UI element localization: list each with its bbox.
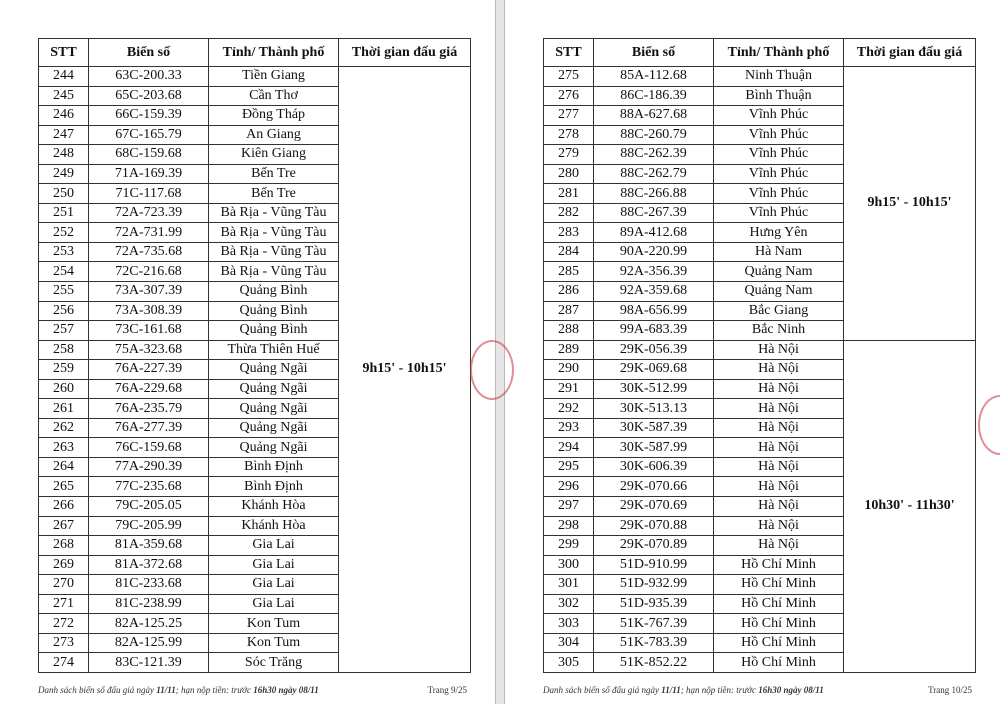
cell-plate: 29K-070.89	[594, 536, 714, 556]
cell-stt: 294	[544, 438, 594, 458]
cell-plate: 85A-112.68	[594, 67, 714, 87]
table-row	[544, 67, 976, 87]
cell-stt: 267	[39, 516, 89, 536]
cell-plate: 66C-159.39	[89, 106, 209, 126]
cell-province: Quảng Ngãi	[209, 438, 339, 458]
cell-stt: 264	[39, 457, 89, 477]
cell-province: Bình Định	[209, 477, 339, 497]
cell-plate: 76A-227.39	[89, 360, 209, 380]
cell-stt: 296	[544, 477, 594, 497]
cell-stt: 289	[544, 340, 594, 360]
cell-stt: 303	[544, 614, 594, 634]
header-stt: STT	[544, 39, 594, 67]
cell-plate: 51K-783.39	[594, 633, 714, 653]
cell-stt: 280	[544, 164, 594, 184]
cell-province: Quảng Ngãi	[209, 399, 339, 419]
table-row	[39, 67, 471, 87]
cell-province: Hà Nam	[714, 242, 844, 262]
cell-stt: 266	[39, 497, 89, 517]
cell-stt: 301	[544, 575, 594, 595]
cell-plate: 90A-220.99	[594, 242, 714, 262]
cell-province: Thừa Thiên Huế	[209, 340, 339, 360]
cell-stt: 281	[544, 184, 594, 204]
cell-stt: 263	[39, 438, 89, 458]
cell-stt: 268	[39, 536, 89, 556]
header-time: Thời gian đấu giá	[844, 39, 976, 67]
cell-stt: 245	[39, 86, 89, 106]
cell-stt: 273	[39, 633, 89, 653]
cell-province: Bắc Ninh	[714, 321, 844, 341]
cell-plate: 67C-165.79	[89, 125, 209, 145]
cell-province: Gia Lai	[209, 555, 339, 575]
cell-province: Quảng Bình	[209, 321, 339, 341]
cell-plate: 30K-513.13	[594, 399, 714, 419]
cell-province: Bà Rịa - Vũng Tàu	[209, 203, 339, 223]
cell-province: Quảng Ngãi	[209, 360, 339, 380]
cell-plate: 81C-238.99	[89, 594, 209, 614]
cell-stt: 293	[544, 418, 594, 438]
cell-province: Hưng Yên	[714, 223, 844, 243]
cell-province: Hồ Chí Minh	[714, 555, 844, 575]
document-page-left	[0, 0, 495, 704]
cell-stt: 261	[39, 399, 89, 419]
cell-plate: 68C-159.68	[89, 145, 209, 165]
table-body	[544, 67, 976, 673]
cell-stt: 283	[544, 223, 594, 243]
cell-plate: 76A-229.68	[89, 379, 209, 399]
cell-stt: 274	[39, 653, 89, 673]
cell-province: Hà Nội	[714, 516, 844, 536]
cell-plate: 29K-070.66	[594, 477, 714, 497]
cell-plate: 72A-735.68	[89, 242, 209, 262]
cell-province: Quảng Ngãi	[209, 418, 339, 438]
cell-plate: 30K-606.39	[594, 457, 714, 477]
cell-province: Bà Rịa - Vũng Tàu	[209, 242, 339, 262]
cell-province: Khánh Hòa	[209, 516, 339, 536]
cell-province: Hà Nội	[714, 477, 844, 497]
cell-province: Sóc Trăng	[209, 653, 339, 673]
cell-province: Gia Lai	[209, 594, 339, 614]
table-body	[39, 67, 471, 673]
cell-stt: 251	[39, 203, 89, 223]
cell-province: Hồ Chí Minh	[714, 653, 844, 673]
cell-plate: 71A-169.39	[89, 164, 209, 184]
cell-auction-time: 10h30' - 11h30'	[844, 340, 976, 672]
cell-stt: 250	[39, 184, 89, 204]
cell-plate: 71C-117.68	[89, 184, 209, 204]
cell-plate: 83C-121.39	[89, 653, 209, 673]
cell-plate: 88C-260.79	[594, 125, 714, 145]
cell-stt: 252	[39, 223, 89, 243]
cell-plate: 73C-161.68	[89, 321, 209, 341]
table-header-row	[544, 39, 976, 67]
cell-province: Bắc Giang	[714, 301, 844, 321]
cell-province: Khánh Hòa	[209, 497, 339, 517]
footer-note: Danh sách biển số đấu giá ngày 11/11; hạn nộp tiền: trước 16h30 ngày 08/11	[38, 685, 319, 695]
cell-plate: 51D-932.99	[594, 575, 714, 595]
cell-stt: 292	[544, 399, 594, 419]
cell-stt: 287	[544, 301, 594, 321]
cell-stt: 290	[544, 360, 594, 380]
cell-province: Gia Lai	[209, 536, 339, 556]
cell-province: Bến Tre	[209, 184, 339, 204]
page-number: Trang 9/25	[427, 685, 467, 695]
cell-plate: 76A-235.79	[89, 399, 209, 419]
cell-stt: 246	[39, 106, 89, 126]
cell-stt: 255	[39, 282, 89, 302]
cell-province: Vĩnh Phúc	[714, 184, 844, 204]
cell-stt: 275	[544, 67, 594, 87]
cell-stt: 288	[544, 321, 594, 341]
cell-stt: 260	[39, 379, 89, 399]
cell-stt: 277	[544, 106, 594, 126]
header-time: Thời gian đấu giá	[339, 39, 471, 67]
cell-plate: 92A-359.68	[594, 282, 714, 302]
cell-stt: 253	[39, 242, 89, 262]
cell-stt: 270	[39, 575, 89, 595]
cell-plate: 29K-070.69	[594, 497, 714, 517]
cell-stt: 256	[39, 301, 89, 321]
cell-plate: 29K-070.88	[594, 516, 714, 536]
cell-stt: 279	[544, 145, 594, 165]
cell-province: Vĩnh Phúc	[714, 164, 844, 184]
cell-province: Bến Tre	[209, 164, 339, 184]
cell-province: Hà Nội	[714, 457, 844, 477]
cell-stt: 302	[544, 594, 594, 614]
cell-province: Vĩnh Phúc	[714, 125, 844, 145]
cell-province: Quảng Bình	[209, 282, 339, 302]
cell-plate: 81C-233.68	[89, 575, 209, 595]
cell-province: Vĩnh Phúc	[714, 145, 844, 165]
cell-stt: 247	[39, 125, 89, 145]
plate-table-left	[38, 38, 471, 673]
cell-stt: 248	[39, 145, 89, 165]
cell-plate: 29K-056.39	[594, 340, 714, 360]
cell-province: Kon Tum	[209, 614, 339, 634]
cell-stt: 244	[39, 67, 89, 87]
cell-stt: 278	[544, 125, 594, 145]
cell-province: Tiền Giang	[209, 67, 339, 87]
cell-plate: 65C-203.68	[89, 86, 209, 106]
cell-plate: 92A-356.39	[594, 262, 714, 282]
cell-plate: 98A-656.99	[594, 301, 714, 321]
cell-stt: 257	[39, 321, 89, 341]
header-plate: Biển số	[89, 39, 209, 67]
cell-province: Hà Nội	[714, 379, 844, 399]
cell-province: Bình Định	[209, 457, 339, 477]
cell-province: Hồ Chí Minh	[714, 633, 844, 653]
cell-stt: 297	[544, 497, 594, 517]
cell-plate: 77C-235.68	[89, 477, 209, 497]
cell-plate: 73A-307.39	[89, 282, 209, 302]
cell-province: Bà Rịa - Vũng Tàu	[209, 223, 339, 243]
cell-stt: 298	[544, 516, 594, 536]
cell-plate: 72A-723.39	[89, 203, 209, 223]
cell-province: Hà Nội	[714, 418, 844, 438]
cell-stt: 272	[39, 614, 89, 634]
cell-plate: 51D-935.39	[594, 594, 714, 614]
cell-plate: 81A-359.68	[89, 536, 209, 556]
cell-province: Hà Nội	[714, 360, 844, 380]
cell-plate: 82A-125.99	[89, 633, 209, 653]
cell-province: Gia Lai	[209, 575, 339, 595]
cell-province: Bình Thuận	[714, 86, 844, 106]
cell-plate: 51K-767.39	[594, 614, 714, 634]
cell-province: Hồ Chí Minh	[714, 575, 844, 595]
cell-stt: 271	[39, 594, 89, 614]
cell-plate: 72C-216.68	[89, 262, 209, 282]
cell-plate: 30K-587.99	[594, 438, 714, 458]
cell-province: Ninh Thuận	[714, 67, 844, 87]
cell-stt: 269	[39, 555, 89, 575]
cell-plate: 76A-277.39	[89, 418, 209, 438]
cell-plate: 75A-323.68	[89, 340, 209, 360]
cell-province: Hà Nội	[714, 438, 844, 458]
cell-auction-time: 9h15' - 10h15'	[844, 67, 976, 341]
cell-plate: 88C-262.79	[594, 164, 714, 184]
cell-plate: 81A-372.68	[89, 555, 209, 575]
cell-stt: 285	[544, 262, 594, 282]
cell-stt: 300	[544, 555, 594, 575]
header-plate: Biển số	[594, 39, 714, 67]
document-page-right	[505, 0, 1000, 704]
cell-province: An Giang	[209, 125, 339, 145]
cell-plate: 51K-852.22	[594, 653, 714, 673]
cell-province: Hà Nội	[714, 536, 844, 556]
footer-note: Danh sách biển số đấu giá ngày 11/11; hạn nộp tiền: trước 16h30 ngày 08/11	[543, 685, 824, 695]
cell-plate: 29K-069.68	[594, 360, 714, 380]
table-header-row	[39, 39, 471, 67]
cell-stt: 304	[544, 633, 594, 653]
cell-province: Hà Nội	[714, 497, 844, 517]
cell-province: Vĩnh Phúc	[714, 106, 844, 126]
cell-plate: 51D-910.99	[594, 555, 714, 575]
cell-plate: 88A-627.68	[594, 106, 714, 126]
cell-province: Quảng Nam	[714, 282, 844, 302]
cell-stt: 284	[544, 242, 594, 262]
page-number: Trang 10/25	[928, 685, 972, 695]
table-row	[544, 340, 976, 360]
header-province: Tỉnh/ Thành phố	[209, 39, 339, 67]
cell-province: Kiên Giang	[209, 145, 339, 165]
cell-province: Đồng Tháp	[209, 106, 339, 126]
cell-stt: 259	[39, 360, 89, 380]
cell-stt: 249	[39, 164, 89, 184]
cell-plate: 89A-412.68	[594, 223, 714, 243]
cell-plate: 63C-200.33	[89, 67, 209, 87]
cell-province: Hà Nội	[714, 340, 844, 360]
cell-stt: 305	[544, 653, 594, 673]
cell-stt: 286	[544, 282, 594, 302]
header-province: Tỉnh/ Thành phố	[714, 39, 844, 67]
cell-plate: 30K-512.99	[594, 379, 714, 399]
header-stt: STT	[39, 39, 89, 67]
cell-stt: 299	[544, 536, 594, 556]
cell-stt: 258	[39, 340, 89, 360]
cell-plate: 88C-267.39	[594, 203, 714, 223]
cell-province: Cần Thơ	[209, 86, 339, 106]
cell-stt: 254	[39, 262, 89, 282]
cell-plate: 79C-205.99	[89, 516, 209, 536]
cell-province: Quảng Ngãi	[209, 379, 339, 399]
cell-auction-time: 9h15' - 10h15'	[339, 67, 471, 673]
cell-plate: 99A-683.39	[594, 321, 714, 341]
cell-province: Quảng Nam	[714, 262, 844, 282]
cell-province: Kon Tum	[209, 633, 339, 653]
cell-province: Hồ Chí Minh	[714, 594, 844, 614]
cell-plate: 72A-731.99	[89, 223, 209, 243]
cell-plate: 79C-205.05	[89, 497, 209, 517]
cell-plate: 88C-266.88	[594, 184, 714, 204]
cell-plate: 86C-186.39	[594, 86, 714, 106]
cell-plate: 82A-125.25	[89, 614, 209, 634]
cell-stt: 262	[39, 418, 89, 438]
cell-province: Vĩnh Phúc	[714, 203, 844, 223]
cell-plate: 88C-262.39	[594, 145, 714, 165]
cell-stt: 265	[39, 477, 89, 497]
cell-stt: 295	[544, 457, 594, 477]
cell-province: Bà Rịa - Vũng Tàu	[209, 262, 339, 282]
cell-plate: 76C-159.68	[89, 438, 209, 458]
cell-stt: 276	[544, 86, 594, 106]
cell-plate: 30K-587.39	[594, 418, 714, 438]
cell-province: Hà Nội	[714, 399, 844, 419]
cell-province: Quảng Bình	[209, 301, 339, 321]
red-seal-stamp	[470, 340, 514, 400]
cell-province: Hồ Chí Minh	[714, 614, 844, 634]
plate-table-right	[543, 38, 976, 673]
cell-stt: 291	[544, 379, 594, 399]
cell-stt: 282	[544, 203, 594, 223]
cell-plate: 73A-308.39	[89, 301, 209, 321]
cell-plate: 77A-290.39	[89, 457, 209, 477]
